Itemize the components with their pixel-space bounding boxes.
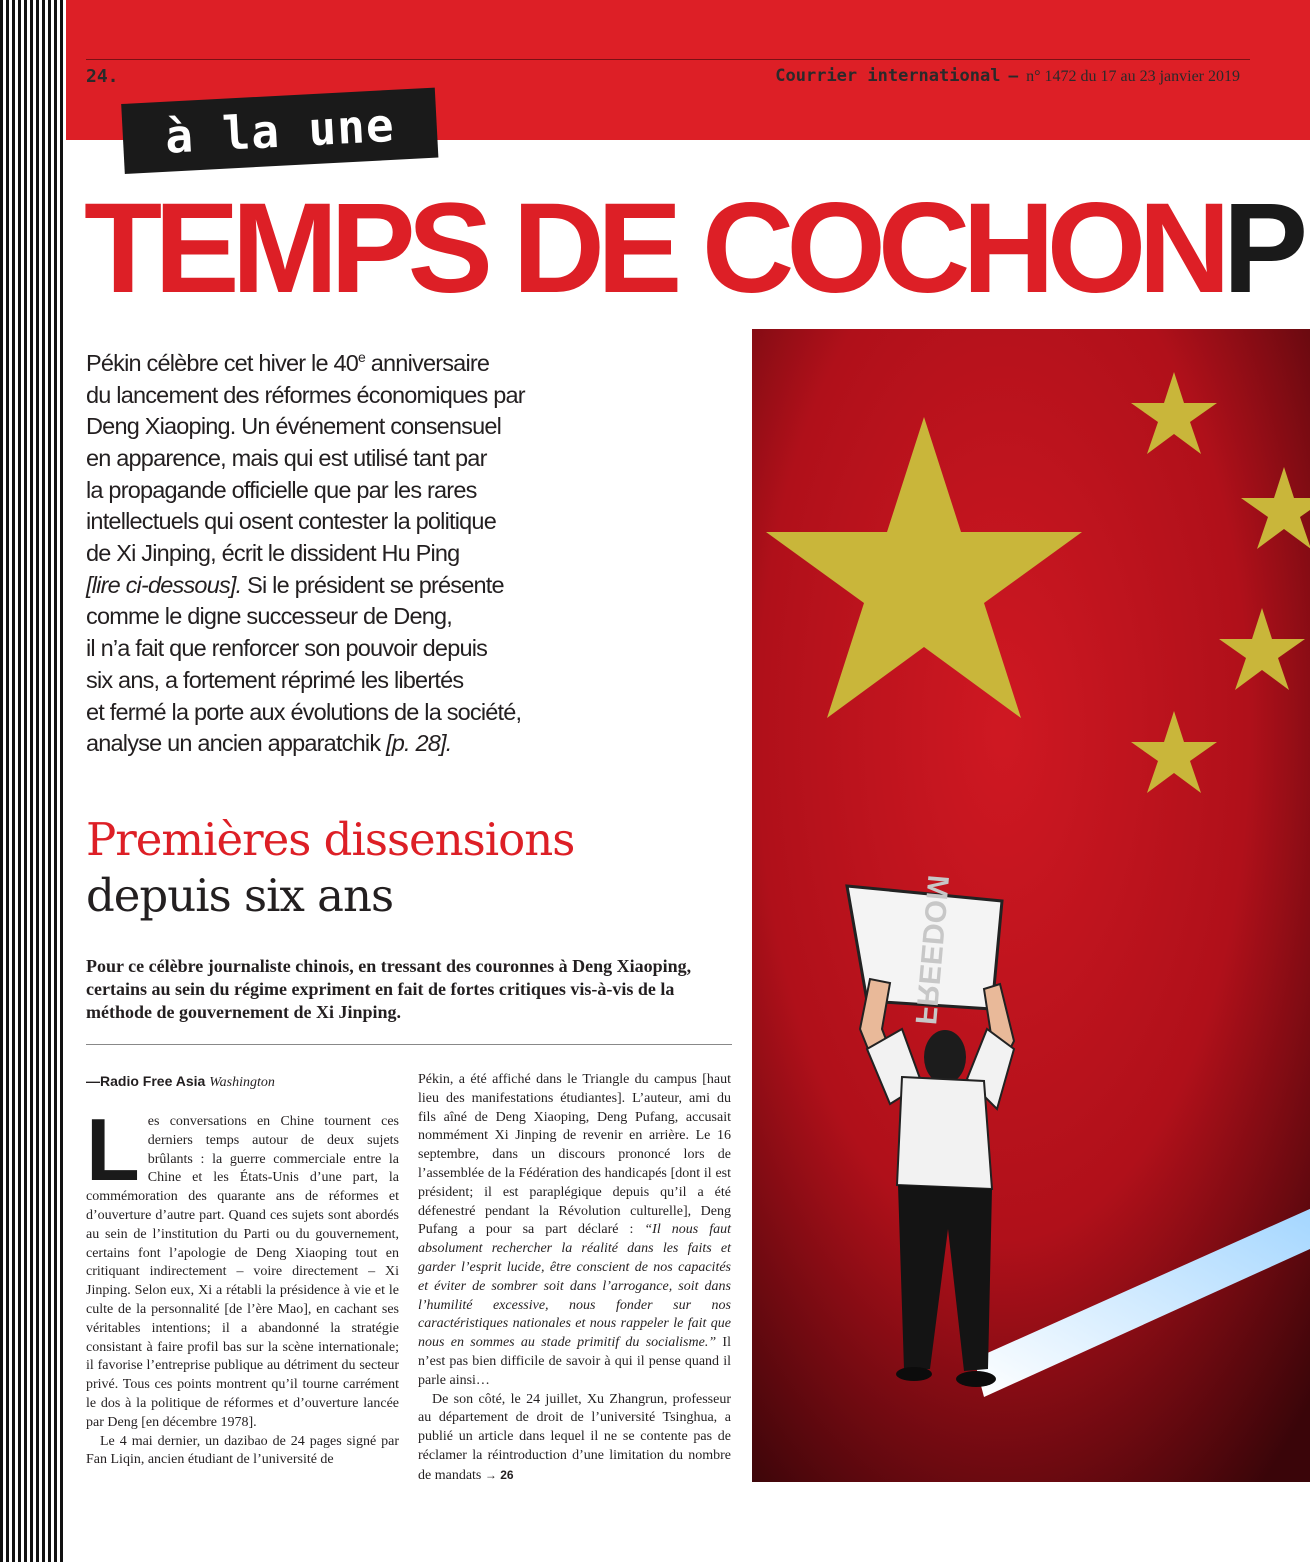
article-lede: Pour ce célèbre journaliste chinois, en tressant des couronnes à Deng Xiaoping, certains au sein du régime expriment en fait de fortes critiques vis-à-vis de la méthode de gouvernement de Xi Jinping. <box>86 956 692 1022</box>
head <box>924 1030 966 1084</box>
sign-text: FREEDOM <box>908 873 955 1026</box>
byline-city: Washington <box>209 1075 275 1090</box>
main-title-text: TEMPS DE COCHON <box>84 177 1223 320</box>
main-title-overflow-letter: P <box>1222 177 1301 320</box>
article-headline <box>86 812 574 924</box>
striped-margin <box>0 0 66 1562</box>
article-column-2: Pékin, a été affiché dans le Triangle du campus [haut lieu des manifestations étudiantes]. L’auteur, ami du fils aîné de Deng Xiaoping, Deng Pufang, accusait nommément Xi Jinping de revenir en arrière. Le 16 septembre, dans un discours prononcé lors de l’assemblée de la Fédération des handicapés [dont il est président; il est paraplégique depuis qu’il a été défenestré pendant la Révolution culturelle], Deng Pufang a pour sa part déclaré : “Il nous faut absolument rechercher la réalité dans les faits et garder l’esprit lucide, être conscient de nos capacités et éviter de sombrer soit dans l’arrogance, soit dans l’humilité excessive, nous fonder sur nos caractéristiques nationales et nous rappeler le fait que nous en sommes au stade primitif du socialisme.” Il n’est pas bien difficile de savoir à qui il pense quand il parle ainsi… De son côté, le 24 juillet, Xu Zhangrun, professeur au département de droit de l’université Tsinghua, a publié un article dans lequel il ne se contente pas de réclamer la réintroduction d’une limitation du nombre de mandats → 26 <box>418 1072 731 1483</box>
illustration <box>752 329 1310 1482</box>
running-head: Courrier international – n° 1472 du 17 au 23 janvier 2019 <box>775 66 1240 86</box>
byline-source: —Radio Free Asia <box>86 1073 206 1089</box>
publication-name: Courrier international <box>775 66 1001 86</box>
drop-cap: L <box>86 1100 140 1199</box>
right-shoe <box>956 1371 996 1387</box>
left-shoe <box>896 1367 932 1381</box>
continued-arrow: → 26 <box>484 1467 514 1482</box>
header-rule <box>86 59 1250 60</box>
section-label-text: à la une <box>163 97 396 164</box>
illustration-svg <box>752 329 1310 1482</box>
headline-line-1: Premières dissensions <box>86 813 575 866</box>
section-label <box>121 88 438 174</box>
shirt <box>897 1077 992 1189</box>
headline-line-2: depuis six ans <box>86 869 394 922</box>
divider <box>86 1044 732 1045</box>
page-number: 24. <box>86 66 119 87</box>
intro-paragraph: Pékin célèbre cet hiver le 40e anniversaire du lancement des réformes économiques par Deng Xiaoping. Un événement consensuel en apparence, mais qui est utilisé tant par la propagande officielle que par les rares intellectuels qui osent contester la politique de Xi Jinping, écrit le dissident Hu Ping [lire ci-dessous]. Si le président se présente comme le digne successeur de Deng, il n’a fait que renforcer son pouvoir depuis six ans, a fortement réprimé les libertés et fermé la porte aux évolutions de la société, analyse un ancien apparatchik [p. 28]. <box>86 349 525 757</box>
issue-info: n° 1472 du 17 au 23 janvier 2019 <box>1026 68 1240 85</box>
main-title <box>84 177 1301 320</box>
byline <box>86 1072 275 1092</box>
flag-background <box>752 329 1310 1482</box>
article-column-1: Les conversations en Chine tournent ces derniers temps autour de deux sujets brûlants : la guerre commerciale entre la Chine et les États-Unis d’une part, la commémoration des quarante ans de réformes et d’ouverture d’autre part. Quand ces sujets sont abordés au sein de l’institution du Parti ou du gouvernement, certains font l’apologie de Deng Xiaoping tout en critiquant indirectement – voire directement – Xi Jinping. Selon eux, Xi a rétabli la présidence à vie et le culte de la personnalité [de l’ère Mao], en cachant ses véritables intentions; il a abandonné la stratégie consistant à faire profil bas sur la scène internationale; il favorise l’entreprise publique au détriment du secteur privé. Tous ces points montrent qu’il tourne carrément le dos à la politique de réformes et d’ouverture lancée par Deng [en décembre 1978]. Le 4 mai dernier, un dazibao de 24 pages signé par Fan Liqin, ancien étudiant de l’université de <box>86 1100 399 1468</box>
